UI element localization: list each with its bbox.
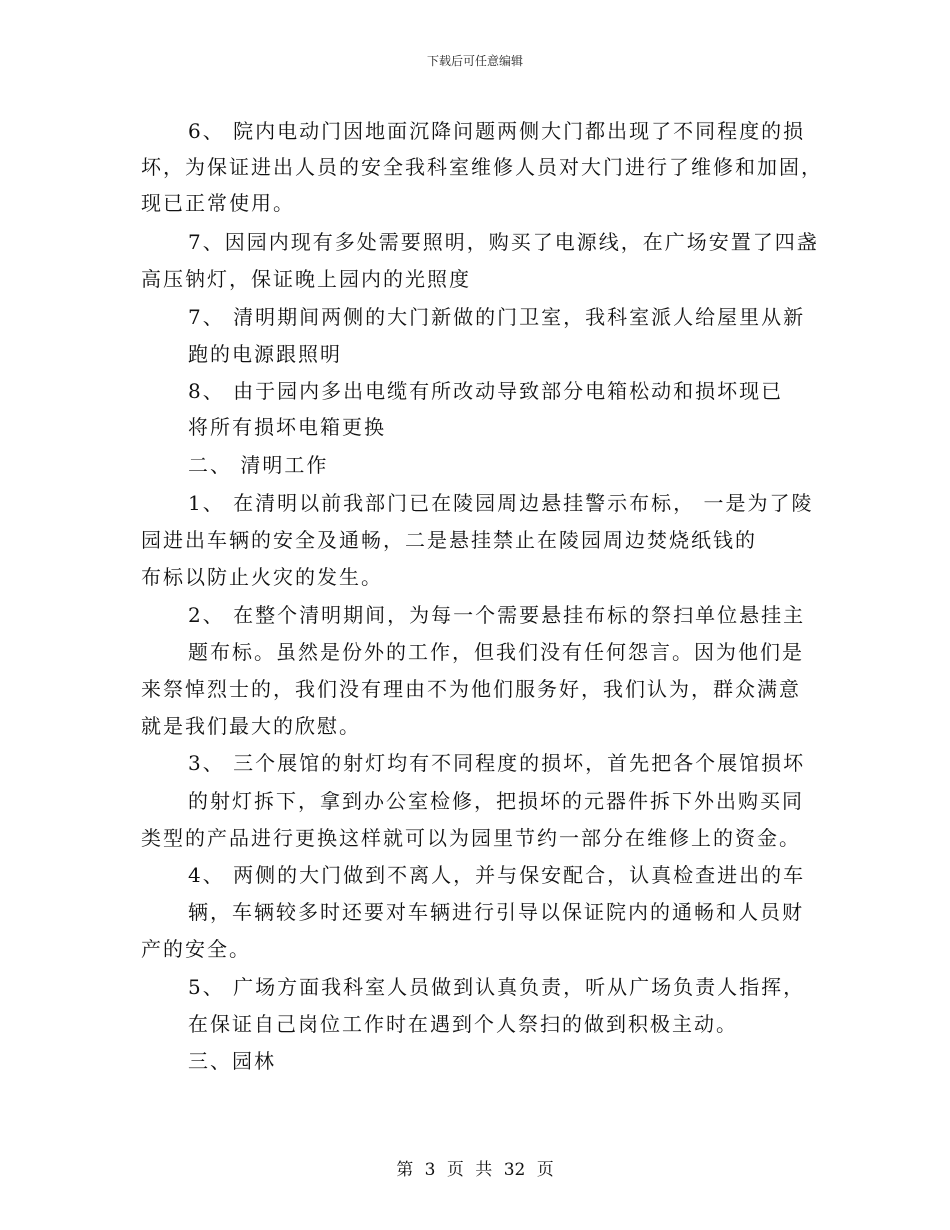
text-line: 类型的产品进行更换这样就可以为园里节约一部分在维修上的资金。 (141, 826, 801, 850)
text-line: 辆，车辆较多时还要对车辆进行引导以保证院内的通畅和人员财 (188, 900, 804, 924)
text-line: 跑的电源跟照明 (188, 342, 342, 366)
text-line: 现已正常使用。 (141, 191, 295, 215)
text-line: 3、 三个展馆的射灯均有不同程度的损坏，首先把各个展馆损坏 (188, 751, 806, 775)
text-line: 来祭悼烈士的，我们没有理由不为他们服务好，我们认为，群众满意 (141, 677, 801, 701)
text-line: 4、 两侧的大门做到不离人，并与保安配合，认真检查进出的车 (188, 863, 806, 887)
text-line: 的射灯拆下，拿到办公室检修，把损坏的元器件拆下外出购买同 (188, 789, 804, 813)
text-line: 5、 广场方面我科室人员做到认真负责，听从广场负责人指挥， (188, 975, 806, 999)
section-heading: 三、园林 (188, 1049, 276, 1073)
text-line: 就是我们最大的欣慰。 (141, 714, 361, 738)
text-line: 7、 清明期间两侧的大门新做的门卫室，我科室派人给屋里从新 (188, 305, 806, 329)
text-line: 8、 由于园内多出电缆有所改动导致部分电箱松动和损坏现已 (188, 379, 784, 403)
text-line: 在保证自己岗位工作时在遇到个人祭扫的做到积极主动。 (188, 1012, 738, 1036)
text-line: 产的安全。 (141, 937, 251, 961)
text-line: 2、 在整个清明期间，为每一个需要悬挂布标的祭扫单位悬挂主 (188, 603, 806, 627)
section-heading: 二、 清明工作 (188, 453, 329, 477)
text-line: 坏，为保证进出人员的安全我科室维修人员对大门进行了维修和加固， (141, 155, 823, 179)
text-line: 布标以防止火灾的发生。 (141, 565, 383, 589)
text-line: 1、 在清明以前我部门已在陵园周边悬挂警示布标， 一是为了陵 (188, 491, 814, 515)
text-line: 园进出车辆的安全及通畅，二是悬挂禁止在陵园周边焚烧纸钱的 (141, 528, 757, 552)
text-line: 题布标。虽然是份外的工作，但我们没有任何怨言。因为他们是 (188, 640, 804, 664)
text-line: 6、 院内电动门因地面沉降问题两侧大门都出现了不同程度的损 (188, 119, 806, 143)
page-header: 下载后可任意编辑 (426, 54, 523, 68)
page-number: 第 3 页 共 32 页 (396, 1160, 554, 1180)
text-line: 将所有损坏电箱更换 (188, 415, 386, 439)
text-line: 7、因园内现有多处需要照明，购买了电源线，在广场安置了四盏 (188, 230, 819, 254)
text-line: 高压钠灯，保证晚上园内的光照度 (141, 267, 471, 291)
